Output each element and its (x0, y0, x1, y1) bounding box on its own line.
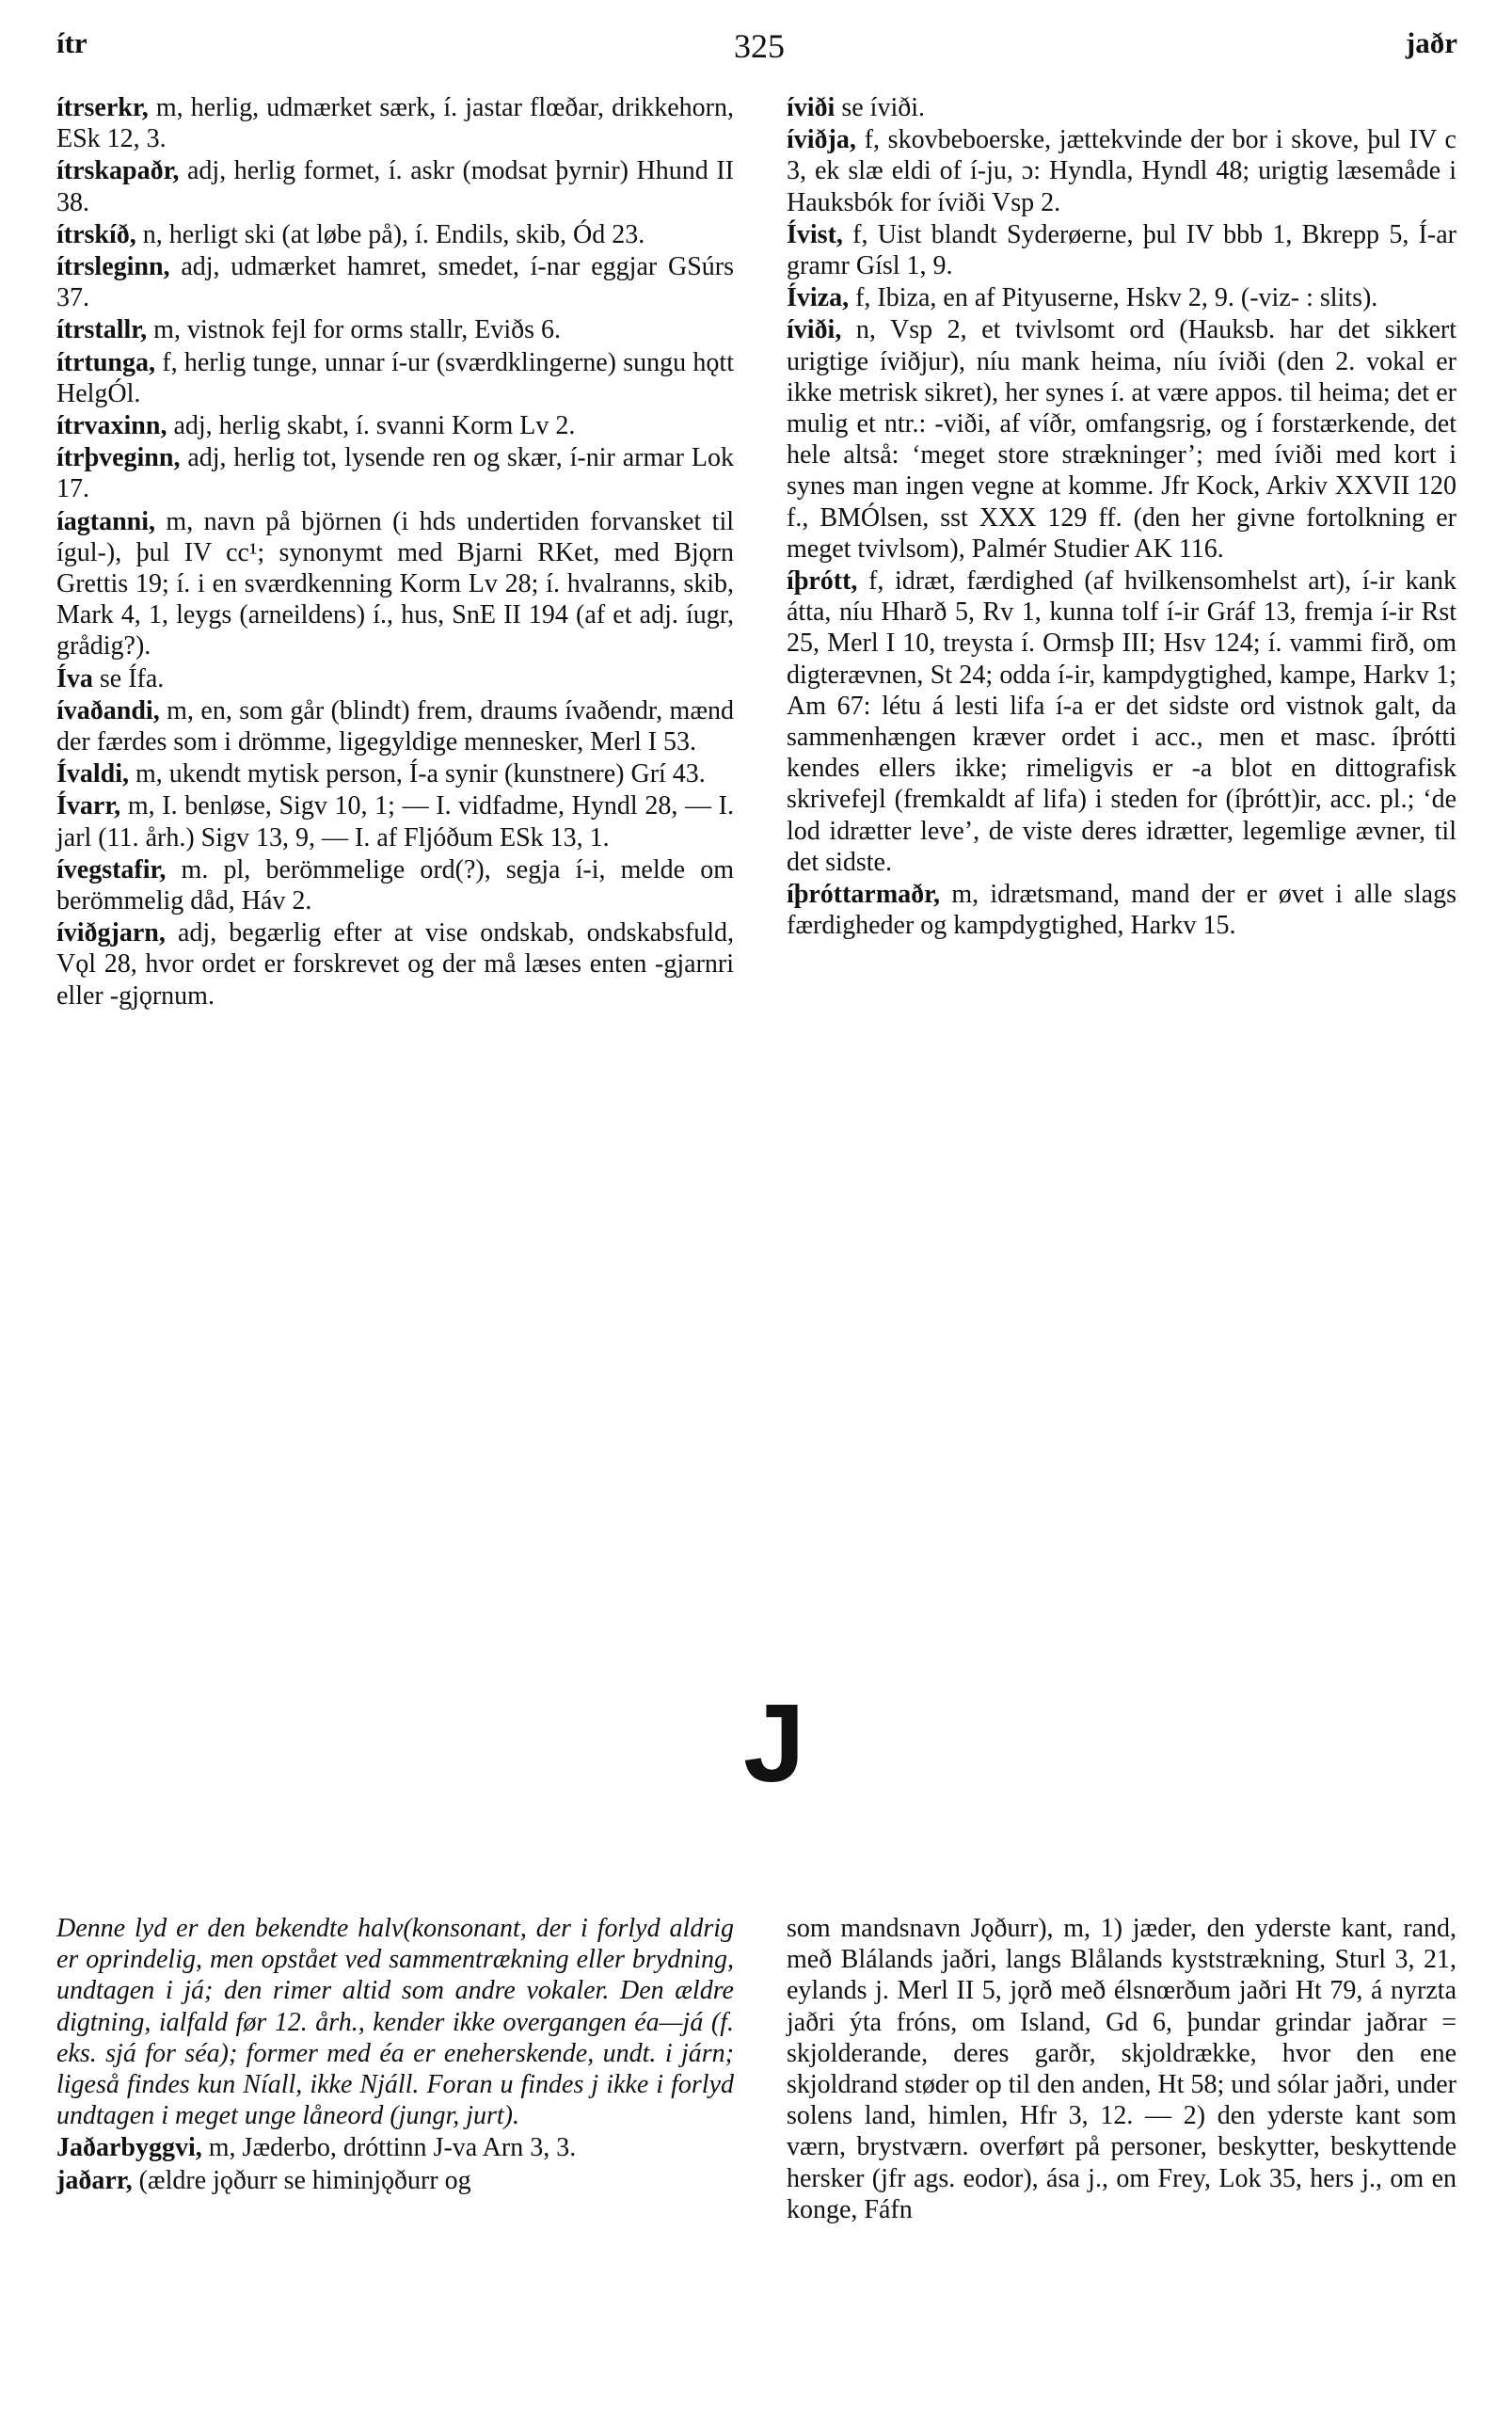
running-headword-left: ítr (56, 26, 88, 59)
dictionary-entry (56, 410, 734, 441)
dictionary-entry (787, 565, 1456, 878)
entry-headword: Ívaldi, (56, 759, 130, 789)
entry-headword: Jaðarbyggvi, (56, 2133, 202, 2163)
entry-headword: ítrskapaðr, (56, 156, 180, 186)
entry-headword: ívegstafir, (56, 854, 167, 884)
page-number: 325 (734, 27, 785, 65)
entry-definition: f, herlig tunge, unnar í-ur (sværdklingerne) sungu hǫtt HelgÓl. (56, 347, 734, 408)
entry-definition: adj, udmærket hamret, smedet, í-nar eggjar GSúrs 37. (56, 252, 734, 313)
section-letter: J (743, 1681, 805, 1806)
left-column-top (56, 92, 734, 1012)
entry-definition: adj, begærlig efter at vise ondskab, ondskabsfuld, Vǫl 28, hvor ordet er forskrevet og der må læses enten -gjarnri eller -gjǫrnum. (56, 918, 734, 1011)
dictionary-entry (56, 442, 734, 504)
dictionary-entry (56, 314, 734, 345)
entry-definition: adj, herlig tot, lysende ren og skær, í-nir armar Lok 17. (56, 443, 734, 504)
dictionary-entry (56, 506, 734, 662)
entry-headword: ítrstallr, (56, 315, 148, 345)
entry-headword: íviði (787, 93, 836, 122)
dictionary-entry (787, 92, 1456, 123)
right-column-top (787, 92, 1456, 942)
entry-definition: m, en, som går (blindt) frem, draums ívaðendr, mænd der færdes som i drömme, ligegyldige mennesker, Merl I 53. (56, 695, 734, 757)
entry-headword: íþróttarmaðr, (787, 880, 941, 910)
entry-headword: íviði, (787, 315, 842, 345)
entry-headword: ítrvaxinn, (56, 411, 167, 441)
entry-definition: m. pl, berömmelige ord(?), segja í-i, melde om berömmelig dåd, Háv 2. (56, 854, 734, 916)
dictionary-entry (56, 347, 734, 409)
dictionary-entry (787, 219, 1456, 281)
dictionary-entry (56, 695, 734, 757)
entry-definition: f, skovbeboerske, jættekvinde der bor i skove, þul IV c 3, ek slæ eldi of í-ju, ɔ: Hyndla, Hyndl 48; urigtig læsemåde i Hauksbók for íviði Vsp 2. (787, 125, 1456, 217)
dictionary-entry (56, 219, 734, 250)
dictionary-entry (787, 879, 1456, 941)
dictionary-entry (56, 917, 734, 1011)
dictionary-entry (56, 2165, 734, 2196)
dictionary-entry (787, 314, 1456, 565)
letter-introduction: Denne lyd er den bekendte halv(konsonant, der i forlyd aldrig er oprindelig, men opstået ved sammentrækning eller brydning, undtagen i já; den rimer altid som andre vokaler. Den ældre digtning, ialfald før 12. årh., kender ikke overgangen éa—já (f. eks. sjá for séa); former med éa er eneherskende, undt. i járn; ligeså findes kun Níall, ikke Njáll. Foran u findes j ikke i forlyd undtagen i meget unge låneord (jungr, jurt). (56, 1914, 734, 2131)
entry-definition: m, idrætsmand, mand der er øvet i alle slags færdigheder og kampdygtighed, Harkv 15. (787, 880, 1456, 941)
entry-definition: m, herlig, udmærket særk, í. jastar flœðar, drikkehorn, ESk 12, 3. (56, 93, 734, 154)
entry-headword: ítrsleginn, (56, 252, 170, 282)
entry-headword: jaðarr, (56, 2165, 133, 2195)
entry-definition: adj, herlig skabt, í. svanni Korm Lv 2. (167, 411, 576, 441)
entry-definition: (ældre jǫðurr se himinjǫðurr og (132, 2165, 471, 2195)
page-header (0, 26, 1512, 73)
entry-headword: Íva (56, 663, 93, 693)
entry-headword: íviðgjarn, (56, 918, 166, 948)
entry-definition: m, vistnok fejl for orms stallr, Eviðs 6. (147, 315, 562, 345)
dictionary-entry (787, 124, 1456, 218)
dictionary-entry (56, 790, 734, 852)
entry-headword: íviðja, (787, 125, 856, 155)
dictionary-entry (56, 155, 734, 217)
right-column-bottom (787, 1913, 1456, 2226)
entry-definition: m, ukendt mytisk person, Í-a synir (kunstnere) Grí 43. (129, 759, 706, 789)
dictionary-entry (56, 663, 734, 694)
entry-headword: íþrótt, (787, 566, 858, 597)
entry-definition: se íviði. (835, 93, 926, 122)
continued-entry-text: som mandsnavn Jǫðurr), m, 1) jæder, den yderste kant, rand, með Blálands jaðri, langs Blålands kyststrækning, Sturl 3, 21, eylands j. Merl II 5, jǫrð með élsnœrðum jaðri Ht 79, á nyrzta jaðri ýta fróns, om Island, Gd 6, þundar grindar jaðrar = skjolderande, deres garðr, skjoldrække, hvor den ene skjoldrand støder op til den anden, Ht 58; und sólar jaðri, under solens land, himlen, Hfr 3, 12. — 2) den yderste kant som værn, brystværn. overført på personer, beskytter, beskyttende hersker (jfr ags. eodor), ása j., om Frey, Lok 35, hers j., om en konge, Fáfn (787, 1914, 1456, 2224)
entry-headword: ítrskíð, (56, 219, 136, 249)
entry-definition: m, Jæderbo, dróttinn J-va Arn 3, 3. (201, 2133, 577, 2163)
entry-headword: ítrserkr, (56, 93, 149, 122)
entry-headword: ítrtunga, (56, 347, 155, 377)
entry-headword: íagtanni, (56, 506, 156, 536)
entry-definition: f, Ibiza, en af Pityuserne, Hskv 2, 9. (-viz- : slits). (849, 283, 1378, 313)
entry-definition: m, navn på björnen (i hds undertiden forvansket til ígul-), þul IV cc¹; synonymt med Bjarni RKet, med Bjǫrn Grettis 19; í. i en sværdkenning Korm Lv 28; í. hvalranns, skib, Mark 4, 1, leygs (arneildens) í., hus, SnE II 194 (af et adj. íugr, grådig?). (56, 506, 734, 661)
entry-headword: ívaðandi, (56, 695, 160, 725)
entry-headword: ítrþveginn, (56, 443, 181, 473)
entry-definition: f, Uist blandt Syderøerne, þul IV bbb 1, Bkrepp 5, Í-ar gramr Gísl 1, 9. (787, 219, 1456, 281)
dictionary-entry (56, 758, 734, 789)
running-headword-right: jaðr (1405, 26, 1457, 59)
entry-definition: m, I. benløse, Sigv 10, 1; — I. vidfadme, Hyndl 28, — I. jarl (11. årh.) Sigv 13, 9, — I. af Fljóðum ESk 13, 1. (56, 791, 734, 852)
entry-definition: se Ífa. (92, 663, 165, 693)
left-column-bottom (56, 1913, 734, 2197)
dictionary-entry (787, 282, 1456, 313)
entry-definition: n, herligt ski (at løbe på), í. Endils, skib, Ód 23. (135, 219, 645, 249)
entry-headword: Íviza, (787, 283, 850, 313)
entry-headword: Ívist, (787, 219, 843, 249)
dictionary-entry (56, 251, 734, 313)
entry-definition: adj, herlig formet, í. askr (modsat þyrnir) Hhund II 38. (56, 156, 734, 217)
entry-headword: Ívarr, (56, 791, 121, 821)
entry-definition: f, idræt, færdighed (af hvilkensomhelst art), í-ir kank átta, níu Hharð 5, Rv 1, kunna tolf í-ir Gráf 13, fremja í-ir Rst 25, Merl I 10, treysta í. Ormsþ III; Hsv 124; í. vammi firð, om digterævnen, St 24; odda í-ir, kampdygtighed, kampe, Harkv 1; Am 67: létu á lesti lifa í-a er det sidste ord vistnok galt, da sammenhængen kræver ordet i acc., men et masc. íþrótti kendes ellers ikke; rimeligvis er -a blot en dittografisk skrivefejl (fremkaldt af lifa) i steden for (íþrótt)ir, acc. pl.; ‘de lod idrætter leve’, de viste deres idrætter, legemlige ævner, til det sidste. (787, 566, 1456, 877)
dictionary-entry (56, 854, 734, 916)
entry-definition: n, Vsp 2, et tvivlsomt ord (Hauksb. har det sikkert urigtige íviðjur), níu mank heima, níu íviði (den 2. vokal er ikke metrisk sikret), her synes í. at være appos. til heima; det er mulig et ntr.: -viði, af víðr, omfangsrig, og í forstærkende, det hele altså: ‘meget store strækninger’; med íviði med kort i synes man ingen vegne at komme. Jfr Kock, Arkiv XXVII 120 f., BMÓlsen, sst XXX 129 ff. (den her givne fortolkning er meget tvivlsom), Palmér Studier AK 116. (787, 315, 1456, 564)
dictionary-entry (56, 2132, 734, 2163)
dictionary-entry (56, 92, 734, 154)
